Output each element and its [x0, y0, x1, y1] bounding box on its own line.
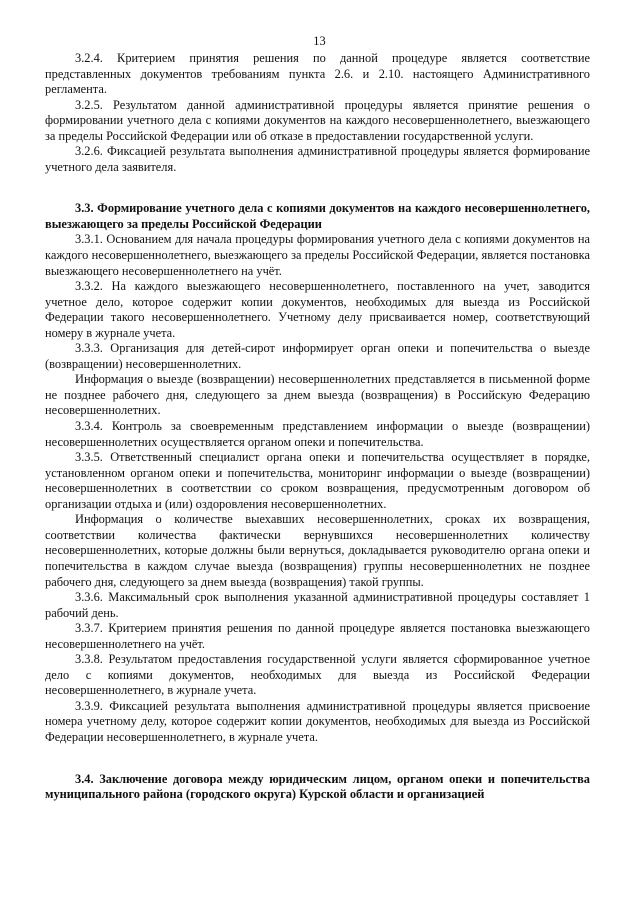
- paragraph-3-2-5: 3.2.5. Результатом данной административной процедуры является принятие решения о формировании учетного дела с копиями документов на каждого несовершеннолетнего, выезжающего за пределы Российской Федерации или об отказе в предоставлении государственной услуги.: [45, 97, 590, 143]
- paragraph-3-3-3: 3.3.3. Организация для детей-сирот информирует орган опеки и попечительства о выезде (возвращении) несовершеннолетних.: [45, 341, 590, 371]
- section-heading-3-3: 3.3. Формирование учетного дела с копиями документов на каждого несовершеннолетнего, выезжающего за пределы Российской Федерации: [45, 201, 590, 231]
- paragraph-3-3-7: 3.3.7. Критерием принятия решения по данной процедуре является постановка выезжающего несовершеннолетнего на учёт.: [45, 621, 590, 651]
- paragraph-3-3-5-info: Информация о количестве выехавших несовершеннолетних, сроках их возвращения, соответствии количества фактически вернувшихся несовершеннолетних количеству несовершеннолетних, которые должны были вернуться, докладывается руководителю органа опеки и попечительства в каждом случае выезда (возвращения) группы несовершеннолетних не позднее рабочего дня, следующего за днем выезда (возвращения) такой группы.: [45, 512, 590, 589]
- paragraph-3-3-8: 3.3.8. Результатом предоставления государственной услуги является сформированное учетное дело с копиями документов, необходимых для выезда из Российской Федерации несовершеннолетнего, в журнале учета.: [45, 652, 590, 698]
- paragraph-3-3-9: 3.3.9. Фиксацией результата выполнения административной процедуры является присвоение номера учетному делу, которое содержит копии документов, необходимых для выезда из Российской Федерации несовершеннолетнего, в журнале учета.: [45, 698, 590, 744]
- document-page: [45, 34, 590, 803]
- section-heading-3-4: 3.4. Заключение договора между юридическим лицом, органом опеки и попечительства муниципального района (городского округа) Курской области и организацией: [45, 771, 590, 802]
- paragraph-3-3-2: 3.3.2. На каждого выезжающего несовершеннолетнего, поставленного на учет, заводится учетное дело, которое содержит копии документов, необходимых для выезда из Российской Федерации такого несовершеннолетнего. Учетному делу присваивается номер, соответствующий номеру в журнале учета.: [45, 279, 590, 340]
- paragraph-3-3-4: 3.3.4. Контроль за своевременным представлением информации о выезде (возвращении) несовершеннолетних осуществляется органом опеки и попечительства.: [45, 419, 590, 449]
- paragraph-3-2-4: 3.2.4. Критерием принятия решения по данной процедуре является соответствие представленных документов требованиям пункта 2.6. и 2.10. настоящего Административного регламента.: [45, 51, 590, 97]
- paragraph-3-2-6: 3.2.6. Фиксацией результата выполнения административной процедуры является формирование учетного дела заявителя.: [45, 144, 590, 174]
- paragraph-3-3-6: 3.3.6. Максимальный срок выполнения указанной административной процедуры составляет 1 рабочий день.: [45, 590, 590, 620]
- paragraph-3-3-1: 3.3.1. Основанием для начала процедуры формирования учетного дела с копиями документов на каждого несовершеннолетнего, выезжающего за пределы Российской Федерации, является постановка выезжающего несовершеннолетнего на учёт.: [45, 232, 590, 278]
- paragraph-3-3-5: 3.3.5. Ответственный специалист органа опеки и попечительства осуществляет в порядке, установленном органом опеки и попечительства, мониторинг информации о выезде (возвращении) несовершеннолетних в соответствии со сроком возвращения, предусмотренным договором об организации отдыха и (или) оздоровления несовершеннолетних.: [45, 450, 590, 511]
- page-number: 13: [313, 34, 326, 48]
- paragraph-3-3-3-info: Информация о выезде (возвращении) несовершеннолетних представляется в письменной форме не позднее рабочего дня, следующего за днем выезда (возвращения) в Российскую Федерацию несовершеннолетних.: [45, 372, 590, 418]
